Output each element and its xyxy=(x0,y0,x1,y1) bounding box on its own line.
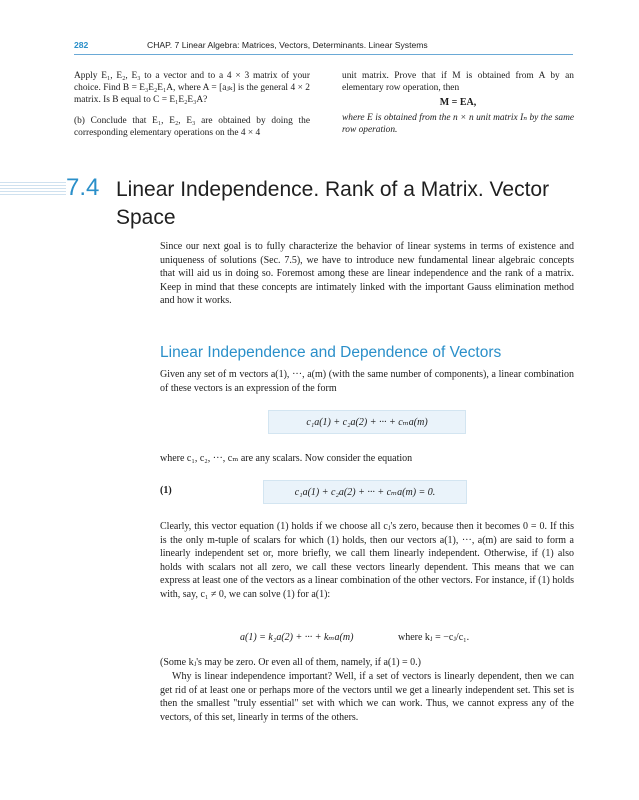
running-header xyxy=(74,40,574,54)
subsection-heading: Linear Independence and Dependence of Vectors xyxy=(160,344,502,361)
para-independence-definition: Clearly, this vector equation (1) holds if we choose all cⱼ's zero, because then it becomes 0 = 0. If this is the only m-tuple of scalars for which (1) holds, then our vectors a(1), ···, a(m) are said to form a linearly independent set or, more briefly, we call them linearly independent. Otherwise, if (1) also holds with scalars not all zero, we call these vectors linearly dependent. This means that we can express at least one of the vectors as a linear combination of the other vectors. For instance, if (1) holds with, say, c₁ ≠ 0, we can solve (1) for a(1): xyxy=(160,521,574,600)
equation-label: (1) xyxy=(160,485,172,496)
page-number: 282 xyxy=(74,40,89,50)
para-linear-combination: Given any set of m vectors a(1), ···, a(m) (with the same number of components), a linear combination of these vectors is an expression of the form xyxy=(160,369,574,394)
exercise-left-column xyxy=(74,70,310,147)
exercise-left-p2: (b) Conclude that E₁, E₂, E₃ are obtained by doing the corresponding elementary operations on the 4 × 4 xyxy=(74,115,310,138)
para-consider-equation: where c₁, c₂, ···, cₘ are any scalars. Now consider the equation xyxy=(160,453,413,464)
running-head: CHAP. 7 Linear Algebra: Matrices, Vectors, Determinants. Linear Systems xyxy=(147,40,428,50)
equation-1: c₁a(1) + c₂a(2) + ··· + cₘa(m) = 0. xyxy=(294,486,436,498)
para-some-zero: (Some kⱼ's may be zero. Or even all of them, namely, if a(1) = 0.) xyxy=(160,657,422,668)
exercise-left-p1: Apply E₁, E₂, E₃ to a vector and to a 4 × 3 matrix of your choice. Find B = E₃E₂E₁A, where A = [aⱼₖ] is the general 4 × 2 matrix. Is B equal to C = E₁E₂E₃A? xyxy=(74,71,310,106)
solve-equation: a(1) = k₂a(2) + ··· + kₘa(m) xyxy=(240,632,354,643)
linear-combination-expr: c₁a(1) + c₂a(2) + ··· + cₘa(m) xyxy=(306,416,428,428)
exercise-right-p1: unit matrix. Prove that if M is obtained from A by an elementary row operation, then xyxy=(342,71,574,94)
equation-1-box xyxy=(263,480,467,504)
exercise-right-column xyxy=(342,70,574,144)
section-title: Linear Independence. Rank of a Matrix. Vector Space xyxy=(116,178,550,229)
intro-paragraph: Since our next goal is to fully characterize the behavior of linear systems in terms of existence and uniqueness of solutions (Sec. 7.5), we have to introduce new fundamental linear algebraic concepts that will aid us in doing so. Foremost among these are linear independence and the rank of a matrix. Keep in mind that these concepts are intimately linked with the important Gauss elimination method and how it works. xyxy=(160,241,574,306)
section-decoration xyxy=(0,182,66,198)
section-number: 7.4 xyxy=(66,174,100,201)
exercise-right-equation: M = EA, xyxy=(439,97,477,109)
linear-combination-box xyxy=(268,410,466,434)
para-why-important: Why is linear independence important? Well, if a set of vectors is linearly dependent, then we can get rid of at least one or perhaps more of the vectors until we get a linearly independent set. This set is then the smallest "truly essential" set with which we can work. Thus, we cannot express any of the vectors, of this set, linearly in terms of the others. xyxy=(160,671,574,723)
solve-where: where kⱼ = −cⱼ/c₁. xyxy=(398,632,470,643)
header-rule xyxy=(74,54,573,55)
exercise-right-p2: where E is obtained from the n × n unit matrix Iₙ by the same row operation. xyxy=(342,112,574,135)
